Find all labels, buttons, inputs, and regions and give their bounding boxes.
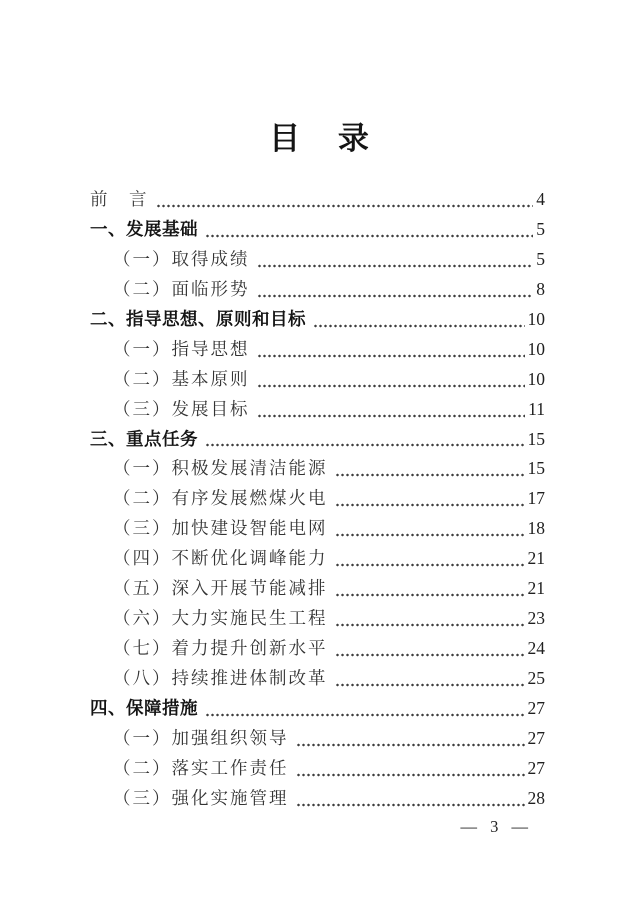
dot-leader-icon (335, 563, 525, 567)
toc-entry-label: （三）加快建设智能电网 (113, 518, 328, 539)
toc-entry-page: 10 (527, 308, 545, 329)
toc-entry (90, 484, 545, 514)
toc-entry (90, 754, 545, 784)
dot-leader-icon (296, 803, 525, 807)
page-number: — 3 — (460, 817, 530, 836)
toc-entry-label: （二）落实工作责任 (113, 757, 289, 778)
toc-entry-page: 5 (536, 248, 545, 269)
toc-list (90, 185, 545, 814)
toc-entry (90, 185, 545, 215)
dot-leader-icon (257, 294, 534, 298)
toc-entry-page: 11 (528, 398, 545, 419)
toc-entry-label: （三）强化实施管理 (113, 787, 289, 808)
toc-entry-label: （三）发展目标 (113, 398, 250, 419)
toc-entry-page: 15 (527, 458, 545, 479)
toc-entry-page: 10 (527, 338, 545, 359)
toc-entry (90, 335, 545, 365)
toc-entry (90, 395, 545, 425)
dot-leader-icon (296, 773, 525, 777)
toc-entry (90, 365, 545, 395)
toc-entry (90, 694, 545, 724)
toc-entry-label: （一）加强组织领导 (113, 727, 289, 748)
toc-entry-page: 18 (527, 518, 545, 539)
dot-leader-icon (335, 623, 525, 627)
toc-entry-page: 15 (527, 428, 545, 449)
toc-entry-label: 前 言 (90, 189, 149, 209)
dot-leader-icon (205, 443, 525, 447)
toc-entry-label: （八）持续推进体制改革 (113, 668, 328, 688)
toc-entry-page: 21 (527, 578, 545, 599)
dot-leader-icon (296, 743, 525, 747)
toc-entry (90, 514, 545, 544)
dot-leader-icon (335, 503, 525, 507)
dot-leader-icon (257, 384, 525, 388)
toc-entry-label: （二）面临形势 (113, 278, 250, 299)
toc-entry (90, 454, 545, 484)
toc-entry-page: 27 (527, 697, 545, 718)
page-title: 目 录 (269, 121, 371, 156)
toc-entry-page: 8 (536, 278, 545, 299)
dot-leader-icon (205, 713, 525, 717)
toc-entry (90, 215, 545, 245)
toc-entry-label: （一）指导思想 (113, 338, 250, 359)
dot-leader-icon (335, 473, 525, 477)
dot-leader-icon (335, 683, 525, 687)
toc-entry-label: （五）深入开展节能减排 (113, 578, 328, 599)
toc-entry-label: （二）基本原则 (113, 368, 250, 389)
dot-leader-icon (257, 264, 534, 268)
dot-leader-icon (335, 653, 525, 657)
dot-leader-icon (205, 234, 533, 238)
toc-entry-page: 4 (536, 189, 545, 209)
toc-entry (90, 634, 545, 664)
toc-entry-label: （四）不断优化调峰能力 (113, 548, 328, 569)
dot-leader-icon (313, 324, 525, 328)
toc-entry-page: 10 (527, 368, 545, 389)
toc-entry-page: 24 (527, 638, 545, 659)
dot-leader-icon (257, 354, 525, 358)
dot-leader-icon (335, 593, 525, 597)
toc-entry-label: 四、保障措施 (90, 697, 198, 718)
toc-entry (90, 305, 545, 335)
toc-entry-label: （二）有序发展燃煤火电 (113, 488, 328, 509)
toc-entry (90, 664, 545, 694)
toc-entry (90, 425, 545, 455)
toc-entry-page: 27 (527, 727, 545, 748)
toc-entry-label: （一）取得成绩 (113, 248, 250, 269)
toc-entry-page: 28 (527, 787, 545, 808)
toc-entry (90, 275, 545, 305)
dot-leader-icon (335, 533, 525, 537)
toc-entry-page: 27 (527, 757, 545, 778)
toc-entry (90, 544, 545, 574)
toc-entry (90, 245, 545, 275)
dot-leader-icon (156, 204, 534, 208)
toc-entry-label: （一）积极发展清洁能源 (113, 458, 328, 479)
toc-entry-page: 5 (536, 218, 545, 239)
toc-entry (90, 784, 545, 814)
toc-entry-label: 一、发展基础 (90, 218, 198, 239)
toc-entry-page: 25 (527, 668, 545, 688)
toc-entry-page: 17 (527, 488, 545, 509)
toc-entry-page: 23 (527, 608, 545, 629)
toc-entry-page: 21 (527, 548, 545, 569)
toc-entry (90, 724, 545, 754)
toc-entry-label: 三、重点任务 (90, 428, 198, 449)
dot-leader-icon (257, 414, 526, 418)
toc-entry (90, 604, 545, 634)
toc-entry-label: 二、指导思想、原则和目标 (90, 308, 306, 329)
toc-entry-label: （六）大力实施民生工程 (113, 608, 328, 629)
toc-entry (90, 574, 545, 604)
toc-entry-label: （七）着力提升创新水平 (113, 638, 328, 659)
